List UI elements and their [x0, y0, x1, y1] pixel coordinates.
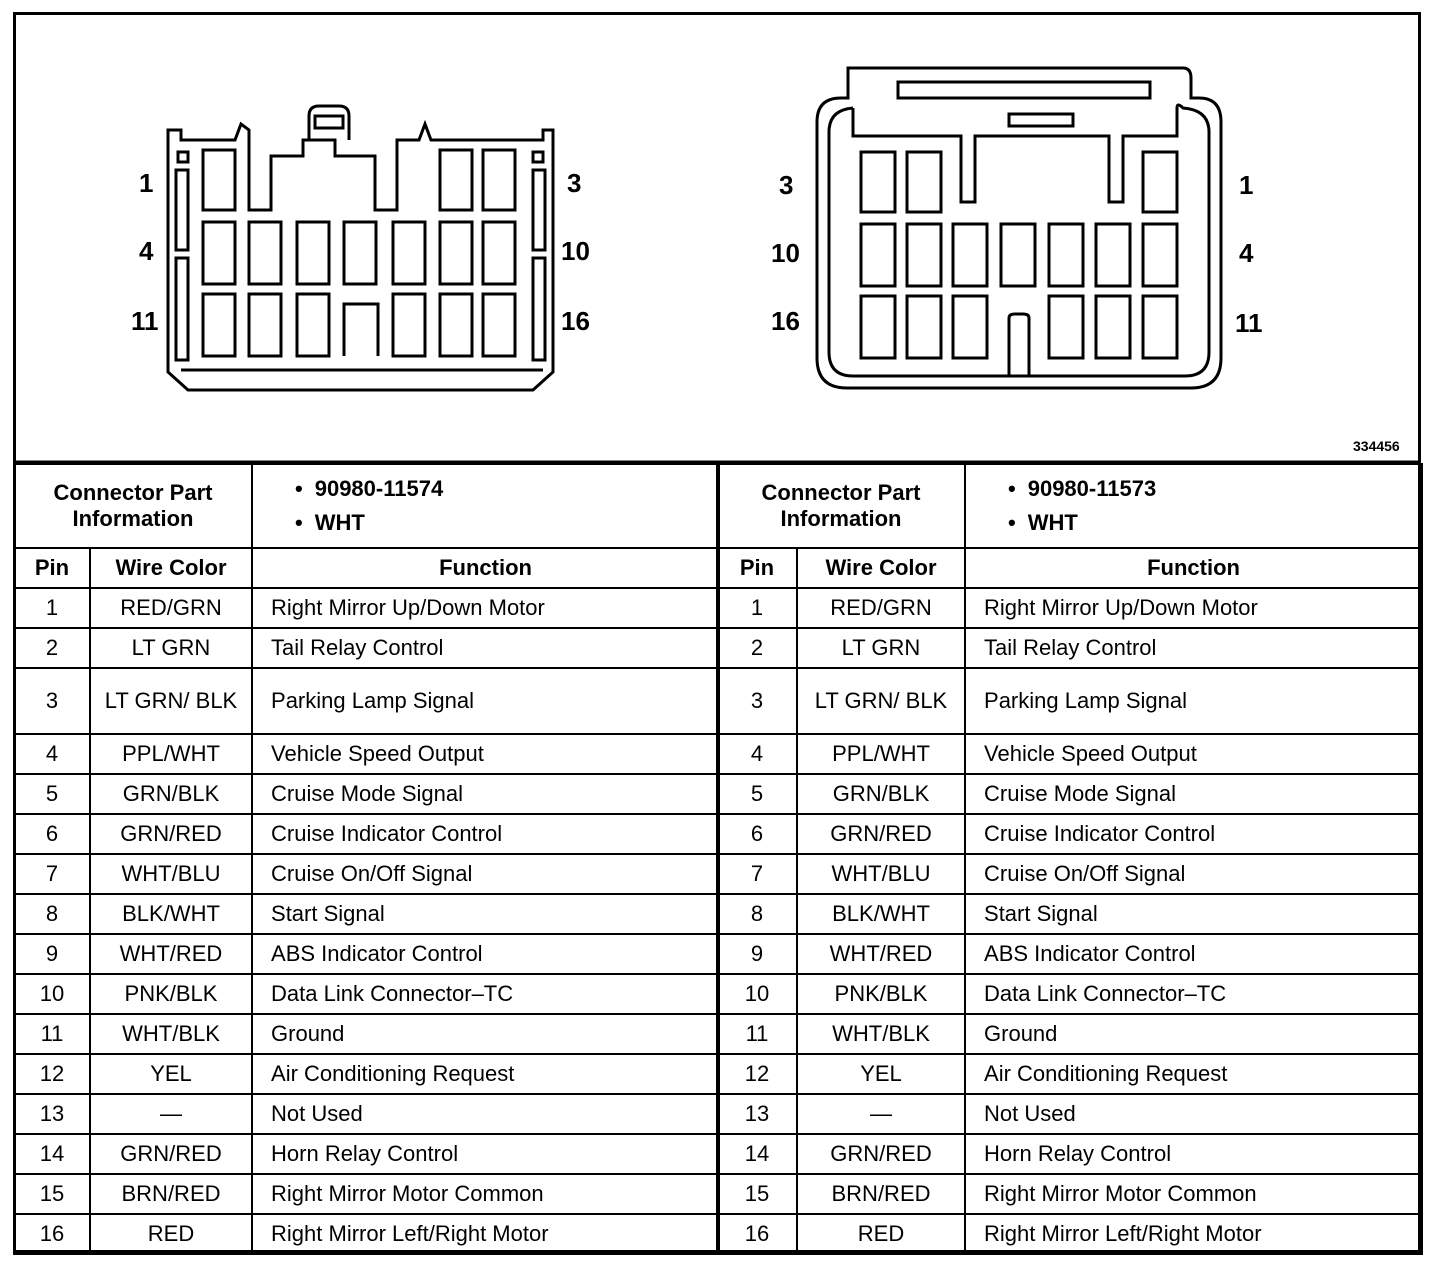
wire-color-column-header: Wire Color [90, 548, 252, 588]
left-connector-pin-label: 10 [561, 236, 590, 266]
wire-color-cell: WHT/BLK [90, 1014, 252, 1054]
pin-cell: 10 [717, 974, 797, 1014]
table-row [14, 734, 719, 774]
function-column-header: Function [252, 548, 719, 588]
function-cell: Right Mirror Up/Down Motor [252, 588, 719, 628]
function-cell: ABS Indicator Control [252, 934, 719, 974]
table-row [717, 1014, 1422, 1054]
wire-color-cell: YEL [797, 1054, 965, 1094]
function-cell: Cruise Indicator Control [252, 814, 719, 854]
table-row [14, 894, 719, 934]
wire-color-cell: BLK/WHT [90, 894, 252, 934]
pin-cell: 16 [717, 1214, 797, 1254]
function-cell: ABS Indicator Control [965, 934, 1422, 974]
function-cell: Vehicle Speed Output [252, 734, 719, 774]
pin-cell: 2 [14, 628, 90, 668]
connector-color: • WHT [1008, 506, 1421, 540]
table-row [717, 628, 1422, 668]
pin-cell: 8 [717, 894, 797, 934]
left-connector-pin-label: 16 [561, 306, 590, 336]
pin-cell: 16 [14, 1214, 90, 1254]
function-cell: Right Mirror Left/Right Motor [965, 1214, 1422, 1254]
table-row [717, 814, 1422, 854]
wire-color-cell: GRN/RED [797, 1134, 965, 1174]
right-connector-drawing [817, 68, 1221, 388]
table-row [14, 1094, 719, 1134]
right-connector-pin-label: 1 [1239, 170, 1254, 200]
pin-cell: 4 [717, 734, 797, 774]
table-row [717, 894, 1422, 934]
wire-color-cell: WHT/BLK [797, 1014, 965, 1054]
connector-part-info-items [965, 464, 1422, 548]
pin-cell: 14 [14, 1134, 90, 1174]
table-row [14, 774, 719, 814]
wire-color-cell: — [797, 1094, 965, 1134]
pin-cell: 5 [14, 774, 90, 814]
table-row [14, 1134, 719, 1174]
function-cell: Ground [965, 1014, 1422, 1054]
function-cell: Start Signal [965, 894, 1422, 934]
wire-color-cell: WHT/BLU [90, 854, 252, 894]
table-row [14, 628, 719, 668]
pin-cell: 4 [14, 734, 90, 774]
function-cell: Data Link Connector–TC [965, 974, 1422, 1014]
function-cell: Cruise Mode Signal [965, 774, 1422, 814]
pin-column-header: Pin [717, 548, 797, 588]
pin-cell: 7 [717, 854, 797, 894]
table-row [717, 1134, 1422, 1174]
function-cell: Horn Relay Control [965, 1134, 1422, 1174]
right-pinout-table [716, 463, 1423, 1255]
pin-cell: 13 [717, 1094, 797, 1134]
function-cell: Right Mirror Left/Right Motor [252, 1214, 719, 1254]
function-column-header: Function [965, 548, 1422, 588]
table-row [717, 734, 1422, 774]
function-cell: Cruise On/Off Signal [965, 854, 1422, 894]
pin-cell: 3 [717, 668, 797, 734]
left-connector-drawing [168, 106, 553, 390]
pin-cell: 7 [14, 854, 90, 894]
function-cell: Not Used [252, 1094, 719, 1134]
pin-cell: 15 [14, 1174, 90, 1214]
pinout-rows [14, 588, 719, 1254]
wire-color-cell: BRN/RED [90, 1174, 252, 1214]
table-row [14, 1174, 719, 1214]
wire-color-cell: GRN/RED [90, 1134, 252, 1174]
function-cell: Right Mirror Motor Common [965, 1174, 1422, 1214]
wire-color-cell: BRN/RED [797, 1174, 965, 1214]
table-row [14, 1054, 719, 1094]
function-cell: Cruise Mode Signal [252, 774, 719, 814]
table-row [717, 1054, 1422, 1094]
pin-cell: 3 [14, 668, 90, 734]
pin-cell: 14 [717, 1134, 797, 1174]
table-row [717, 668, 1422, 734]
function-cell: Not Used [965, 1094, 1422, 1134]
function-cell: Tail Relay Control [965, 628, 1422, 668]
table-row [717, 974, 1422, 1014]
wire-color-column-header: Wire Color [797, 548, 965, 588]
wire-color-cell: PPL/WHT [90, 734, 252, 774]
table-row [717, 774, 1422, 814]
right-connector-pin-label: 10 [771, 238, 800, 268]
table-row [14, 1214, 719, 1254]
wire-color-cell: BLK/WHT [797, 894, 965, 934]
left-connector-pin-label: 11 [131, 306, 159, 336]
wire-color-cell: LT GRN/ BLK [797, 668, 965, 734]
connector-part-info-label: Connector Part Information [717, 464, 965, 548]
table-row [14, 1014, 719, 1054]
function-cell: Cruise Indicator Control [965, 814, 1422, 854]
wire-color-cell: LT GRN [797, 628, 965, 668]
function-cell: Data Link Connector–TC [252, 974, 719, 1014]
left-connector-pin-label: 1 [139, 168, 154, 198]
left-connector-pin-label: 3 [567, 168, 582, 198]
wire-color-cell: PNK/BLK [797, 974, 965, 1014]
right-connector-pin-label: 16 [771, 306, 800, 336]
pin-column-header: Pin [14, 548, 90, 588]
pin-cell: 13 [14, 1094, 90, 1134]
wire-color-cell: PPL/WHT [797, 734, 965, 774]
wire-color-cell: PNK/BLK [90, 974, 252, 1014]
pin-cell: 8 [14, 894, 90, 934]
wire-color-cell: YEL [90, 1054, 252, 1094]
wire-color-cell: — [90, 1094, 252, 1134]
pin-cell: 1 [717, 588, 797, 628]
table-row [717, 934, 1422, 974]
function-cell: Start Signal [252, 894, 719, 934]
wire-color-cell: GRN/BLK [797, 774, 965, 814]
pin-cell: 5 [717, 774, 797, 814]
right-connector-pin-label: 11 [1235, 308, 1263, 338]
wire-color-cell: WHT/RED [90, 934, 252, 974]
wire-color-cell: LT GRN/ BLK [90, 668, 252, 734]
function-cell: Ground [252, 1014, 719, 1054]
function-cell: Horn Relay Control [252, 1134, 719, 1174]
connector-part-info-items [252, 464, 719, 548]
pin-cell: 9 [14, 934, 90, 974]
pin-cell: 2 [717, 628, 797, 668]
table-row [717, 854, 1422, 894]
wire-color-cell: LT GRN [90, 628, 252, 668]
figure-id: 334456 [1353, 438, 1400, 454]
pin-cell: 10 [14, 974, 90, 1014]
table-row [14, 854, 719, 894]
table-row [14, 588, 719, 628]
wire-color-cell: GRN/RED [797, 814, 965, 854]
pin-cell: 12 [717, 1054, 797, 1094]
wire-color-cell: RED/GRN [90, 588, 252, 628]
connector-diagram [13, 12, 1421, 464]
pin-cell: 11 [717, 1014, 797, 1054]
function-cell: Right Mirror Motor Common [252, 1174, 719, 1214]
connector-part-info-label: Connector Part Information [14, 464, 252, 548]
pin-cell: 1 [14, 588, 90, 628]
left-connector-pin-label: 4 [139, 236, 154, 266]
function-cell: Tail Relay Control [252, 628, 719, 668]
function-cell: Cruise On/Off Signal [252, 854, 719, 894]
function-cell: Parking Lamp Signal [252, 668, 719, 734]
wire-color-cell: GRN/RED [90, 814, 252, 854]
table-row [717, 1214, 1422, 1254]
table-row [14, 974, 719, 1014]
pin-cell: 6 [717, 814, 797, 854]
table-row [14, 814, 719, 854]
wire-color-cell: WHT/BLU [797, 854, 965, 894]
table-row [717, 1094, 1422, 1134]
table-row [717, 588, 1422, 628]
connector-drawings [13, 12, 1421, 464]
function-cell: Parking Lamp Signal [965, 668, 1422, 734]
table-row [717, 1174, 1422, 1214]
table-row [14, 668, 719, 734]
table-row [14, 934, 719, 974]
pin-cell: 9 [717, 934, 797, 974]
function-cell: Air Conditioning Request [252, 1054, 719, 1094]
pin-cell: 11 [14, 1014, 90, 1054]
function-cell: Air Conditioning Request [965, 1054, 1422, 1094]
wire-color-cell: GRN/BLK [90, 774, 252, 814]
right-connector-pin-label: 3 [779, 170, 794, 200]
pin-cell: 12 [14, 1054, 90, 1094]
pinout-rows [717, 588, 1422, 1254]
function-cell: Vehicle Speed Output [965, 734, 1422, 774]
left-pinout-table [13, 463, 720, 1255]
connector-color: • WHT [295, 506, 718, 540]
right-connector-pin-label: 4 [1239, 238, 1254, 268]
pin-cell: 6 [14, 814, 90, 854]
part-number: • 90980-11573 [1008, 472, 1421, 506]
pin-cell: 15 [717, 1174, 797, 1214]
function-cell: Right Mirror Up/Down Motor [965, 588, 1422, 628]
wire-color-cell: RED [90, 1214, 252, 1254]
wire-color-cell: RED [797, 1214, 965, 1254]
wire-color-cell: RED/GRN [797, 588, 965, 628]
wire-color-cell: WHT/RED [797, 934, 965, 974]
part-number: • 90980-11574 [295, 472, 718, 506]
